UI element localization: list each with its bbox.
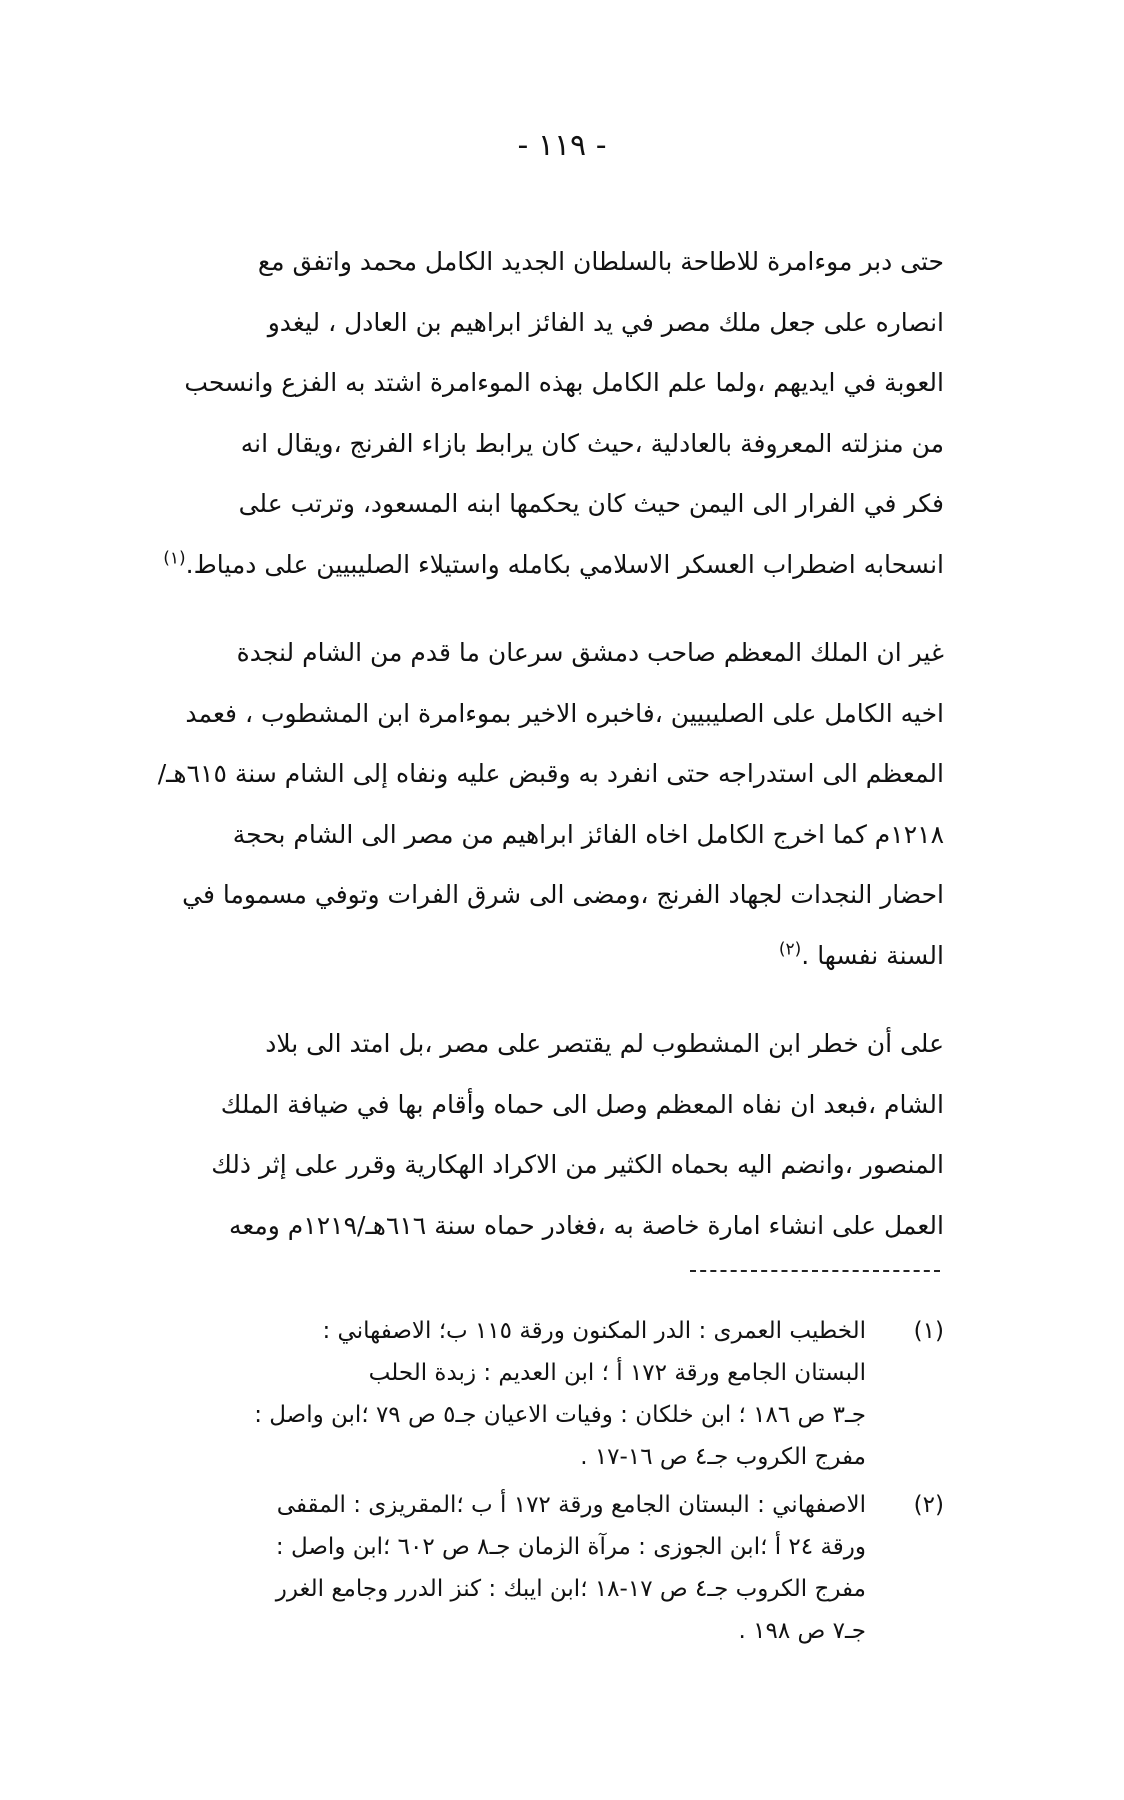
text-line: حتى دبر موءامرة للاطاحة بالسلطان الجديد الكامل محمد واتفق مع bbox=[257, 247, 944, 276]
footnote-line: جـ٣ ص ١٨٦ ؛ ابن خلكان : وفيات الاعيان جـ٥ ص ٧٩ ؛ابن واصل : bbox=[254, 1402, 866, 1428]
text-line: المنصور ،وانضم اليه بحماه الكثير من الاكراد الهكارية وقرر على إثر ذلك bbox=[211, 1150, 944, 1179]
footnote-line: الاصفهاني : البستان الجامع ورقة ١٧٢ أ ب ؛المقريزى : المقفى bbox=[276, 1492, 866, 1518]
footnote-body bbox=[124, 1310, 866, 1478]
text-line bbox=[128, 535, 944, 596]
footnotes bbox=[124, 1310, 944, 1658]
footnote-line: الخطيب العمرى : الدر المكنون ورقة ١١٥ ب؛ الاصفهاني : bbox=[322, 1318, 866, 1344]
text-line-content: انسحابه اضطراب العسكر الاسلامي بكامله واستيلاء الصليبيين على دمياط. bbox=[185, 549, 944, 579]
footnote-line: جـ٧ ص ١٩٨ . bbox=[738, 1618, 866, 1644]
text-line: العمل على انشاء امارة خاصة به ،فغادر حماه سنة ٦١٦هـ/١٢١٩م ومعه bbox=[228, 1210, 944, 1240]
footnote-ref-2: (٢) bbox=[778, 939, 802, 960]
footnote-divider bbox=[690, 1270, 940, 1272]
text-line bbox=[128, 926, 944, 987]
paragraph-1 bbox=[128, 232, 944, 595]
footnote-ref-1: (١) bbox=[163, 548, 186, 569]
text-line: من منزلته المعروفة بالعادلية ،حيث كان يرابط بازاء الفرنج ،ويقال انه bbox=[240, 428, 944, 458]
body-text bbox=[128, 232, 944, 1256]
footnote-2 bbox=[124, 1484, 944, 1652]
footnote-body bbox=[124, 1484, 866, 1652]
footnote-number: (١) bbox=[913, 1318, 944, 1344]
footnote-line: ورقة ٢٤ أ ؛ابن الجوزى : مرآة الزمان جـ٨ ص ٦٠٢ ؛ابن واصل : bbox=[275, 1534, 866, 1560]
footnote-line: البستان الجامع ورقة ١٧٢ أ ؛ ابن العديم : زبدة الحلب bbox=[368, 1360, 866, 1386]
paragraph-2 bbox=[128, 623, 944, 986]
text-line: احضار النجدات لجهاد الفرنج ،ومضى الى شرق الفرات وتوفي مسموما في bbox=[182, 880, 944, 909]
text-line: العوبة في ايديهم ،ولما علم الكامل بهذه الموءامرة اشتد به الفزع وانسحب bbox=[184, 368, 944, 397]
page-number: - ١١٩ - bbox=[517, 128, 607, 163]
text-line: انصاره على جعل ملك مصر في يد الفائز ابراهيم بن العادل ، ليغدو bbox=[267, 307, 944, 337]
text-line: غير ان الملك المعظم صاحب دمشق سرعان ما قدم من الشام لنجدة bbox=[236, 638, 944, 667]
text-line: ١٢١٨م كما اخرج الكامل اخاه الفائز ابراهيم من مصر الى الشام بحجة bbox=[232, 819, 944, 849]
footnote-1 bbox=[124, 1310, 944, 1478]
text-line: على أن خطر ابن المشطوب لم يقتصر على مصر ،بل امتد الى بلاد bbox=[265, 1029, 944, 1058]
text-line: الشام ،فبعد ان نفاه المعظم وصل الى حماه وأقام بها في ضيافة الملك bbox=[220, 1089, 944, 1119]
footnote-line: مفرج الكروب جـ٤ ص ١٧-١٨ ؛ابن ايبك : كنز الدرر وجامع الغرر bbox=[275, 1576, 866, 1602]
text-line: فكر في الفرار الى اليمن حيث كان يحكمها ابنه المسعود، وترتب على bbox=[238, 489, 944, 518]
text-line-content: السنة نفسها . bbox=[801, 940, 944, 970]
text-line: المعظم الى استدراجه حتى انفرد به وقبض عليه ونفاه إلى الشام سنة ٦١٥هـ/ bbox=[157, 759, 944, 788]
paragraph-3 bbox=[128, 1014, 944, 1256]
footnote-line: مفرج الكروب جـ٤ ص ١٦-١٧ . bbox=[580, 1444, 866, 1470]
footnote-number: (٢) bbox=[913, 1492, 944, 1518]
text-line: اخيه الكامل على الصليبيين ،فاخبره الاخير بموءامرة ابن المشطوب ، فعمد bbox=[185, 698, 944, 728]
